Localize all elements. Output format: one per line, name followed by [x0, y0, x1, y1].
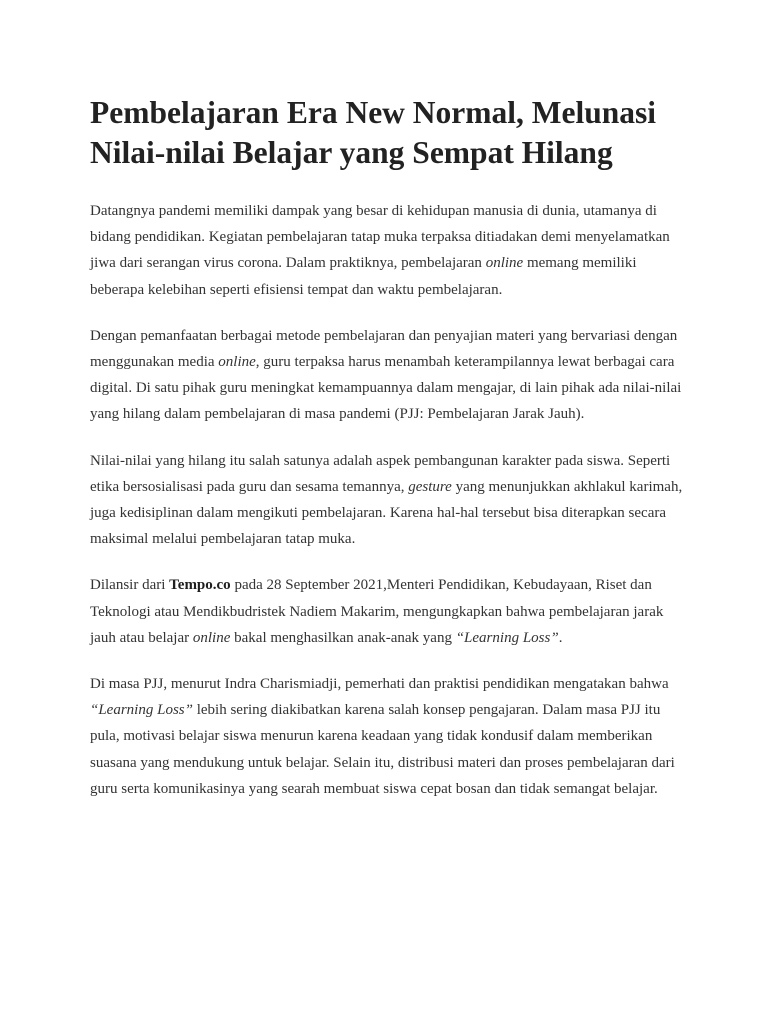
italic-text: online — [485, 255, 524, 272]
paragraph — [90, 323, 690, 428]
paragraph-text: Dengan pemanfaatan berbagai metode pembelajaran dan penyajian materi yang bervariasi dengan menggunakan media — [90, 327, 678, 371]
document-page — [90, 93, 690, 822]
article-title: Pembelajaran Era New Normal, Melunasi Nilai-nilai Belajar yang Sempat Hilang — [90, 95, 657, 170]
paragraph — [90, 198, 690, 303]
italic-text: online — [218, 354, 256, 371]
italic-text: “Learning Loss” — [455, 629, 559, 646]
article-body — [90, 198, 690, 802]
paragraph-text: . — [558, 629, 563, 646]
paragraph-text: Nilai-nilai yang hilang itu salah satunya adalah aspek pembangunan karakter pada siswa. Seperti etika bersosialisasi pada guru dan sesama temannya, — [90, 452, 671, 495]
paragraph-text: bakal menghasilkan anak-anak yang — [230, 629, 456, 646]
paragraph — [90, 572, 690, 651]
italic-text: online — [192, 629, 231, 646]
paragraph-text: , guru terpaksa harus menambah keterampilannya lewat berbagai cara digital. Di satu pihak guru meningkat kemampuannya dalam mengajar, di lain pihak ada nilai-nilai yang hilang dalam pembelajaran di masa pandemi (PJJ: Pembelajaran Jarak Jauh). — [90, 354, 682, 423]
paragraph — [90, 671, 690, 802]
italic-text: gesture — [408, 478, 452, 495]
italic-text: “Learning Loss” — [90, 702, 193, 719]
paragraph-text: Datangnya pandemi memiliki dampak yang besar di kehidupan manusia di dunia, utamanya di bidang pendidikan. Kegiatan pembelajaran tatap muka terpaksa ditiadakan demi menyelamatkan jiwa dari serangan virus corona. Dalam praktiknya, pembelajaran — [90, 203, 670, 272]
paragraph-text: memang memiliki beberapa kelebihan seperti efisiensi tempat dan waktu pembelajaran. — [90, 255, 637, 298]
paragraph-text: Dilansir dari — [90, 577, 170, 594]
bold-text: Tempo.co — [169, 577, 231, 594]
paragraph-text: lebih sering diakibatkan karena salah konsep pengajaran. Dalam masa PJJ itu pula, motivasi belajar siswa menurun karena keadaan yang tidak kondusif dalam memberikan suasana yang mendukung untuk belajar. Selain itu, distribusi materi dan proses pembelajaran dari guru serta komunikasinya yang searah membuat siswa cepat bosan dan tidak semangat belajar. — [90, 702, 675, 797]
paragraph — [90, 448, 690, 553]
paragraph-text: yang menunjukkan akhlakul karimah, juga kedisiplinan dalam mengikuti pembelajaran. Karena hal-hal tersebut bisa diterapkan secara maksimal melalui pembelajaran tatap muka. — [90, 478, 683, 548]
paragraph-text: pada 28 September 2021,Menteri Pendidikan, Kebudayaan, Riset dan Teknologi atau Mendikbudristek Nadiem Makarim, mengungkapkan bahwa pembelajaran jarak jauh atau belajar — [90, 577, 664, 646]
paragraph-text: Di masa PJJ, menurut Indra Charismiadji, pemerhati dan praktisi pendidikan mengatakan bahwa — [90, 676, 669, 693]
